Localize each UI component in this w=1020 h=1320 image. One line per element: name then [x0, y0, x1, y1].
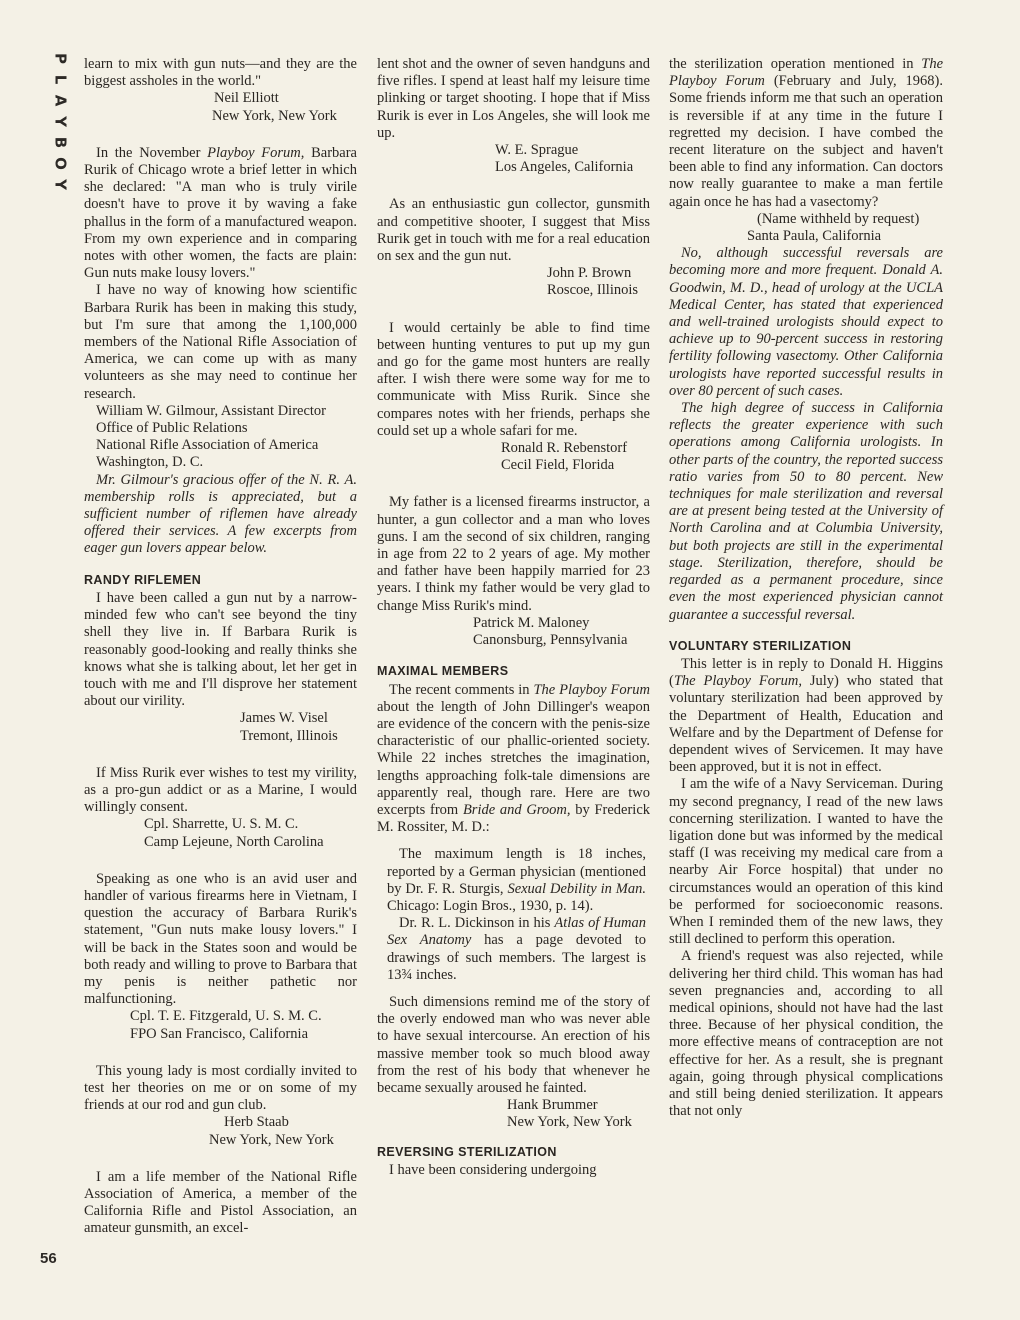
page-number: 56: [40, 1250, 57, 1267]
signature: [144, 816, 357, 850]
signature-place: Roscoe, Illinois: [547, 282, 639, 299]
letter-paragraph: I have no way of knowing how scientific Barbara Rurik has been in making this study, but I'm sure that among the 1,100,000 members of the National Rifle Association of America, we can come up with as many volunteers as she may need to continue her research.: [84, 282, 357, 402]
letter-paragraph: I am a life member of the National Rifle Association of America, a member of the California Rifle and Pistol Association, an amateur gunsmith, an excel-: [84, 1168, 357, 1237]
letter-paragraph: The recent comments in The Playboy Forum about the length of John Dillinger's weapon are evidence of the concern with the penis-size characteristic of our phallic-oriented society. While 22 inches stretches the imagination, lengths approaching folk-tale dimensions are apparently real, though rare. Here are two excerpts from Bride and Groom, by Frederick M. Rossiter, M. D.:: [377, 681, 651, 836]
signature: [240, 710, 357, 744]
letter-paragraph: If Miss Rurik ever wishes to test my virility, as a pro-gun addict or as a Marine, I would willingly consent.: [84, 764, 357, 816]
running-header: [50, 48, 70, 195]
letter-paragraph: lent shot and the owner of seven handguns and five rifles. I spend at least half my leisure time plinking or target shooting. I hope that if Miss Rurik is ever in Los Angeles, she will look me up.: [377, 56, 650, 141]
signature-place: Camp Lejeune, North Carolina: [144, 833, 324, 850]
signature-place: Washington, D. C.: [96, 454, 204, 471]
running-header-letter: O: [51, 157, 70, 170]
letter-paragraph: This letter is in reply to Donald H. Higgins (The Playboy Forum, July) who stated that voluntary sterilization had been approved by the Department of Health, Education and Welfare and by the Department of Defense for dependent wives of Servicemen. It may have been approved, but it is not in effect.: [669, 655, 943, 776]
signature: [214, 90, 357, 124]
column-2: [377, 56, 650, 1179]
section-heading: MAXIMAL MEMBERS: [377, 664, 509, 679]
letter-paragraph: Such dimensions remind me of the story of the overly endowed man who was never able to have sexual intercourse. An erection of his massive member took so much blood away from the rest of his body that whenever he became sexually aroused he fainted.: [377, 993, 650, 1096]
signature: [96, 403, 357, 472]
signature-place: Canonsburg, Pennsylvania: [473, 632, 628, 649]
running-header-letter: L: [51, 74, 70, 85]
section-heading: REVERSING STERILIZATION: [377, 1144, 557, 1159]
signature-name: Cpl. Sharrette, U. S. M. C.: [144, 816, 299, 833]
signature-place: Santa Paula, California: [747, 228, 882, 245]
letter-paragraph: I would certainly be able to find time between hunting ventures to put up my gun and go for the game most hunters are really after. I wish there were some way for me to communicate with Miss Rurik. Since she compares notes with her friends, perhaps she could set up a whole safari for me.: [377, 319, 650, 439]
signature-name: (Name withheld by request): [757, 210, 920, 227]
signature: [507, 1097, 650, 1131]
signature-title: Office of Public Relations: [96, 420, 248, 437]
signature-place: Los Angeles, California: [495, 159, 634, 176]
running-header-letter: Y: [51, 116, 70, 127]
signature-name: John P. Brown: [547, 265, 632, 282]
letter-paragraph: the sterilization operation mentioned in The Playboy Forum (February and July, 1968). Some friends inform me that such an operation is reversible if at any time in the future I regretted my decision. I have combed the recent literature on the subject and haven't been able to find any information. Can doctors now really guarantee to make a man fertile again once he has had a vasectomy?: [669, 56, 943, 210]
quote-paragraph: The maximum length is 18 inches, reported by a German physician (mentioned by Dr. F. R. Sturgis, Sexual Debility in Man. Chicago: Login Bros., 1930, p. 14).: [387, 846, 646, 914]
letter-paragraph: This young lady is most cordially invited to test her theories on me or on some of my friends at our rod and gun club.: [84, 1062, 357, 1114]
signature: [130, 1008, 357, 1042]
signature-name: Herb Staab: [224, 1114, 289, 1131]
editor-answer: No, although successful reversals are becoming more and more frequent. Donald A. Goodwin, M. D., head of urology at the UCLA Medical Center, has stated that experienced and well-trained urologists should expect to achieve up to 90-percent success in restoring fertility following vasectomy. Other California urologists have reported successful results in over 80 percent of such cases.: [669, 245, 943, 399]
signature: [547, 265, 650, 299]
signature-name: William W. Gilmour, Assistant Director: [96, 402, 327, 419]
letter-paragraph: Speaking as one who is an avid user and handler of various firearms here in Vietnam, I question the accuracy of Barbara Rurik's statement, "Gun nuts make lousy lovers." I will be back in the States soon and would be both ready and willing to prove to Barbara that my penis is neither pathetic nor malfunctioning.: [84, 870, 357, 1008]
letter-paragraph: I am the wife of a Navy Serviceman. During my second pregnancy, I read of the new laws concerning sterilization. I wanted to have the ligation done but was informed by the medical staff (I was receiving my medical care from a nearby Air Force hospital) that under no circumstances would an operation of this kind be performed for socioeconomic reasons. When I reminded them of the new laws, they still declined to perform this operation.: [669, 776, 943, 948]
running-header-letter: A: [51, 94, 70, 107]
running-header-letter: Y: [51, 179, 70, 190]
signature-organization: National Rifle Association of America: [96, 437, 319, 454]
signature: [495, 142, 650, 176]
signature-place: New York, New York: [209, 1131, 334, 1148]
letter-paragraph: My father is a licensed firearms instructor, a hunter, a gun collector and a man who loves guns. I am the second of six children, ranging in age from 22 to 2 years of age. My mother and father have been happily married for 23 years. I think my father would be very glad to change Miss Rurik's mind.: [377, 494, 650, 614]
signature-name: Hank Brummer: [507, 1097, 598, 1114]
running-header-letter: B: [51, 136, 70, 149]
signature-name: Cpl. T. E. Fitzgerald, U. S. M. C.: [130, 1008, 322, 1025]
signature-place: Cecil Field, Florida: [501, 457, 615, 474]
letter-paragraph: I have been called a gun nut by a narrow-minded few who can't see beyond the tiny shell they live in. If Barbara Rurik is reasonably good-looking and really thinks she knows what she is talking about, let her get in touch with me and I'll disprove her statement about our virility.: [84, 589, 357, 710]
signature: [209, 1114, 357, 1148]
section-heading: VOLUNTARY STERILIZATION: [669, 638, 852, 653]
signature-name: Patrick M. Maloney: [473, 614, 590, 631]
signature-name: James W. Visel: [240, 710, 328, 727]
signature: [473, 615, 650, 649]
column-1: [84, 56, 357, 1238]
quote-paragraph: Dr. R. L. Dickinson in his Atlas of Human Sex Anatomy has a page devoted to drawings of such members. The largest is 13¾ inches.: [387, 915, 646, 983]
signature-name: Neil Elliott: [214, 90, 279, 107]
letter-paragraph: I have been considering undergoing: [389, 1161, 597, 1178]
signature: [501, 440, 650, 474]
running-header-letter: P: [51, 53, 70, 64]
column-3: [669, 56, 943, 1120]
signature-name: Ronald R. Rebenstorf: [501, 440, 628, 457]
editor-answer: Mr. Gilmour's gracious offer of the N. R. A. membership rolls is appreciated, but a sufficient number of riflemen have already offered their services. A few excerpts from eager gun lovers appear below.: [84, 471, 357, 557]
signature: [747, 210, 943, 245]
editor-answer: The high degree of success in California reflects the greater experience with such operations among California urologists. In other parts of the country, the reported success ratio varies from 50 to 80 percent. New techniques for male sterilization and reversal are at present being tested at the University of North Carolina and at Columbia University, but both projects are still in the experimental stage. Sterilization, therefore, should be regarded as a permanent procedure, since even the most experienced physician cannot guarantee a successful reversal.: [669, 400, 943, 623]
letter-paragraph: learn to mix with gun nuts—and they are the biggest assholes in the world.": [84, 56, 357, 90]
section-heading: RANDY RIFLEMEN: [84, 572, 202, 587]
signature-place: Tremont, Illinois: [240, 727, 338, 744]
signature-name: W. E. Sprague: [495, 142, 579, 159]
letter-paragraph: A friend's request was also rejected, while delivering her third child. This woman has had seven pregnancies and, according to all medical opinions, should not have had the last three. Because of her physical condition, the more effective means of contraception are not effective for her. As a result, she is pregnant again, going through physical complications and still being denied sterilization. It appears that not only: [669, 948, 943, 1120]
signature-place: FPO San Francisco, California: [130, 1025, 309, 1042]
letter-paragraph: In the November Playboy Forum, Barbara Rurik of Chicago wrote a brief letter in which she declared: "A man who is truly virile doesn't have to prove it by waving a fake phallus in the form of a manufactured weapon. From my own experience and in comparing notes with other women, the facts are plain: Gun nuts make lousy lovers.": [84, 144, 357, 282]
signature-place: New York, New York: [212, 107, 337, 124]
signature-place: New York, New York: [507, 1114, 632, 1131]
block-quote: [377, 846, 650, 984]
letter-paragraph: As an enthusiastic gun collector, gunsmith and competitive shooter, I suggest that Miss Rurik get in touch with me for a real education on sex and the gun nut.: [377, 196, 650, 265]
